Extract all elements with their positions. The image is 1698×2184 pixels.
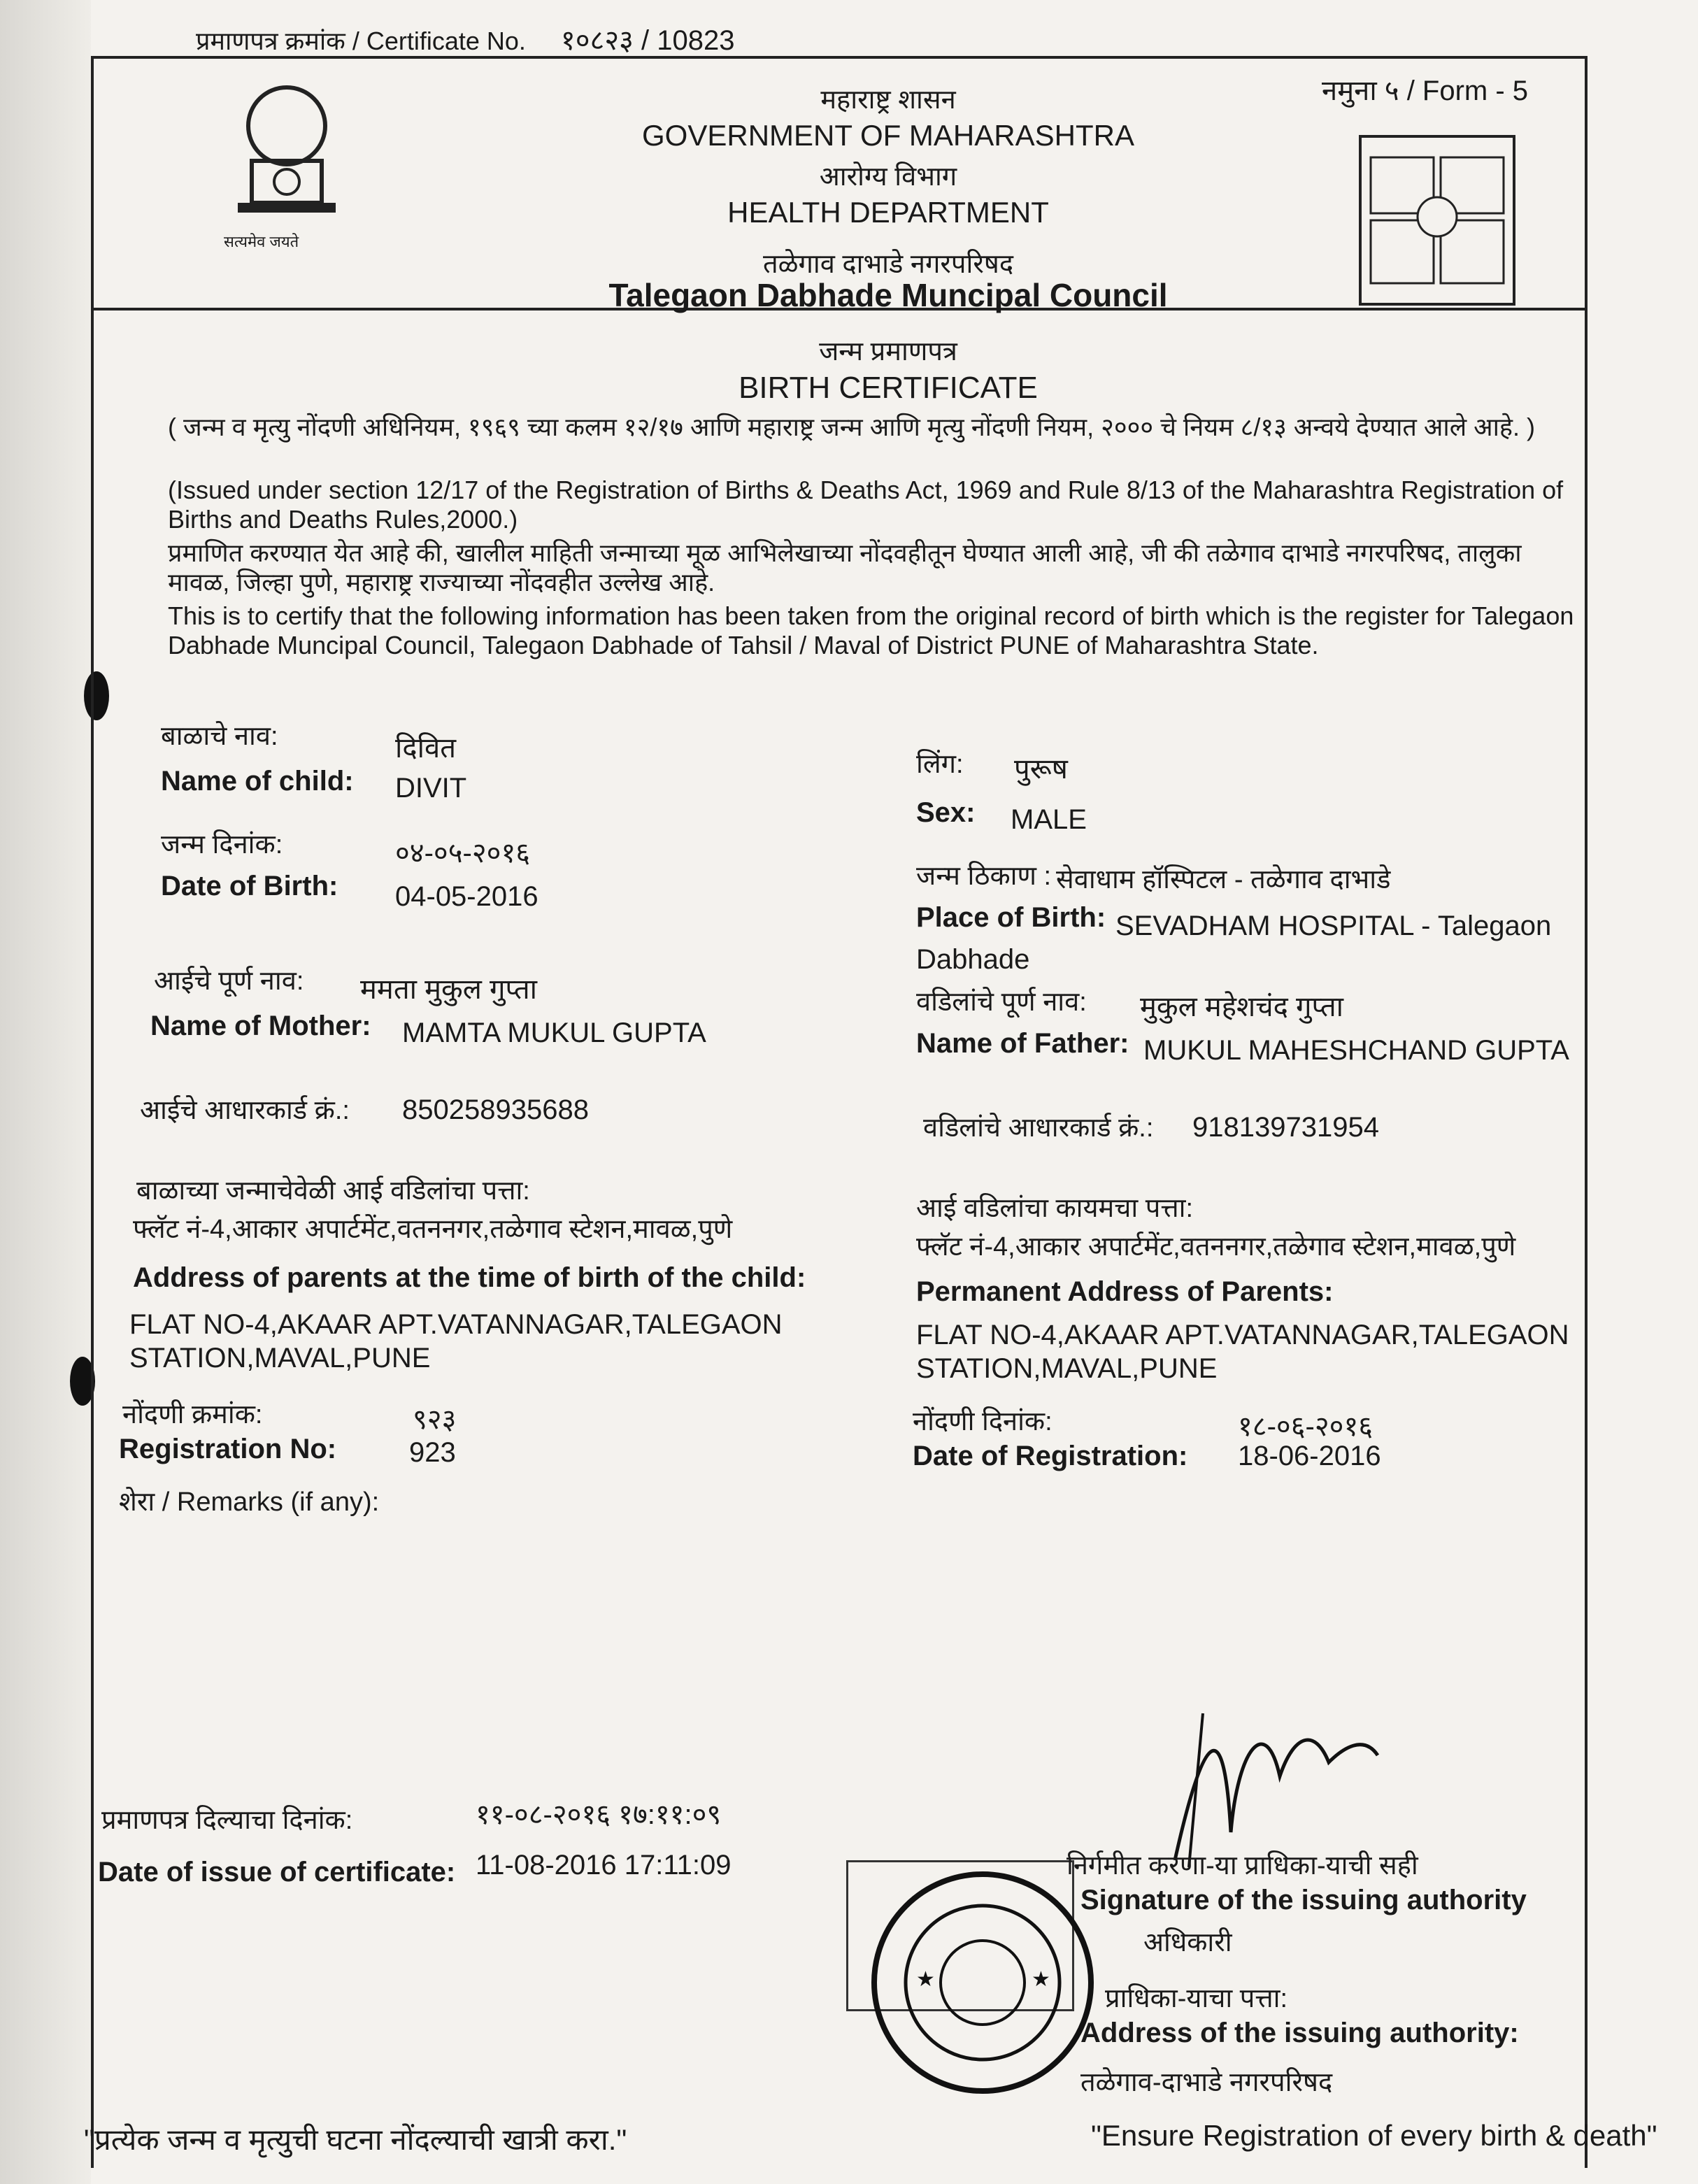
mother-mr: ममता मुकुल गुप्ता (360, 974, 537, 1005)
mother: MAMTA MUKUL GUPTA (402, 1018, 706, 1048)
form-number: नमुना ५ / Form - 5 (1322, 76, 1529, 106)
certify-mr: प्रमाणित करण्यात येत आहे की, खालील माहिती जन्माच्या मूळ आभिलेखाच्या नोंदवहीतून घेण्यात आली आहे, जी की तळेगाव दाभाडे नगरपरिषद, तालुका मावळ, जिल्हा पुणे, महाराष्ट्र राज्याच्या नोंदवहीत उल्लेख आहे. (168, 538, 1522, 597)
addr-birth: FLAT NO-4,AKAAR APT.VATANNAGAR,TALEGAON STATION,MAVAL,PUNE (129, 1309, 783, 1373)
council-en: Talegaon Dabhade Muncipal Council (608, 277, 1168, 313)
certify-en: This is to certify that the following information has been taken from the original record of birth which is the register for Talegaon Dabhade Muncipal Council, Talegaon Dabhade of Tahsil / Maval of District PUNE of Maharashtra State. (168, 601, 1574, 659)
reg-no: 923 (409, 1437, 456, 1468)
father-aadhar-label: वडिलांचे आधारकार्ड क्रं.: (923, 1113, 1154, 1143)
child-name-mr-label: बाळाचे नाव: (161, 722, 278, 751)
father: MUKUL MAHESHCHAND GUPTA (1143, 1035, 1569, 1066)
dob-mr-label: जन्म दिनांक: (161, 830, 283, 859)
dept-mr: आरोग्य विभाग (819, 162, 957, 192)
footer-right: "Ensure Registration of every birth & death" (1091, 2119, 1657, 2152)
father-label: Name of Father: (916, 1028, 1129, 1059)
dob-mr: ०४-०५-२०१६ (395, 838, 531, 869)
child-name-label: Name of child: (161, 766, 354, 797)
emblem-motto: सत्यमेव जयते (224, 233, 299, 250)
sig-mr: निर्गमीत करणा-या प्राधिका-याची सही (1066, 1851, 1418, 1880)
reg-no-label: Registration No: (119, 1434, 337, 1464)
addr-birth-mr: फ्लॅट नं-4,आकार अपार्टमेंट,वतननगर,तळेगाव स्टेशन,मावळ,पुणे (133, 1215, 733, 1244)
addr-en-label: Address of the issuing authority: (1080, 2018, 1519, 2048)
issue-date-mr: ११-०८-२०१६ १७:११:०९ (476, 1799, 722, 1830)
sex: MALE (1011, 804, 1087, 835)
council-mr: तळेगाव दाभाडे नगरपरिषद (762, 250, 1014, 279)
reg-date-label: Date of Registration: (913, 1441, 1188, 1471)
mother-aadhar: 850258935688 (402, 1094, 589, 1125)
child-name: DIVIT (395, 773, 467, 804)
addr-birth-mr-label: बाळाच्या जन्माचेवेळी आई वडिलांचा पत्ता: (136, 1176, 530, 1206)
state-mr: महाराष्ट्र शासन (820, 85, 956, 115)
addr-value: तळेगाव-दाभाडे नगरपरिषद (1080, 2068, 1333, 2097)
mother-mr-label: आईचे पूर्ण नाव: (154, 966, 304, 996)
reg-date-mr-label: नोंदणी दिनांक: (913, 1407, 1053, 1436)
state-en: GOVERNMENT OF MAHARASHTRA (642, 119, 1134, 152)
father-aadhar: 918139731954 (1192, 1112, 1379, 1143)
officer-mr: अधिकारी (1143, 1928, 1232, 1957)
mother-label: Name of Mother: (150, 1011, 371, 1041)
pob-mr-label: जन्म ठिकाण : (916, 862, 1052, 891)
addr-birth-label: Address of parents at the time of birth of the child: (133, 1262, 806, 1293)
title-mr: जन्म प्रमाणपत्र (819, 337, 957, 366)
pob-label: Place of Birth: (916, 902, 1106, 933)
reg-date-mr: १८-०६-२०१६ (1238, 1411, 1374, 1442)
pob-mr: सेवाधाम हॉस्पिटल - तळेगाव दाभाडे (1056, 865, 1391, 894)
reg-no-mr-label: नोंदणी क्रमांक: (122, 1400, 263, 1429)
official-seal-icon (867, 1867, 1098, 2098)
issue-date-mr-label: प्रमाणपत्र दिल्याचा दिनांक: (101, 1806, 353, 1835)
addr-perm-label: Permanent Address of Parents: (916, 1276, 1334, 1307)
addr-mr-label: प्राधिका-याचा पत्ता: (1105, 1984, 1288, 2013)
dept-en: HEALTH DEPARTMENT (727, 196, 1049, 229)
certificate-number: प्रमाणपत्र क्रमांक / Certificate No. १०८२३ / 10823 (196, 25, 735, 56)
dob: 04-05-2016 (395, 881, 538, 912)
issue-date: 11-08-2016 17:11:09 (476, 1850, 732, 1880)
issued-under-en: (Issued under section 12/17 of the Registration of Births & Deaths Act, 1969 and Rule 8/13 of the Maharashtra Registration of Births and Deaths Rules,2000.) (168, 476, 1564, 534)
svg-text:★: ★ (916, 1967, 935, 1992)
issue-date-label: Date of issue of certificate: (98, 1857, 456, 1887)
title-en: BIRTH CERTIFICATE (739, 371, 1038, 405)
footer-left: "प्रत्येक जन्म व मृत्युची घटना नोंदल्याची खात्री करा." (84, 2123, 627, 2156)
child-name-mr: दिवित (395, 733, 456, 764)
council-logo-icon (1357, 133, 1518, 308)
pob: SEVADHAM HOSPITAL - Talegaon Dabhade (916, 911, 1552, 975)
sex-mr-label: लिंग: (916, 750, 964, 779)
sex-label: Sex: (916, 797, 976, 828)
addr-perm: FLAT NO-4,AKAAR APT.VATANNAGAR,TALEGAON STATION,MAVAL,PUNE (916, 1320, 1569, 1384)
issued-under-mr: ( जन्म व मृत्यु नोंदणी अधिनियम, १९६९ च्या कलम १२/१७ आणि महाराष्ट्र जन्म आणि मृत्यु नोंदणी नियम, २००० चे नियम ८/१३ अन्वये देण्यात आले आहे. ) (168, 413, 1536, 441)
reg-date: 18-06-2016 (1238, 1441, 1381, 1471)
page-edge (0, 0, 91, 2184)
addr-perm-mr-label: आई वडिलांचा कायमचा पत्ता: (916, 1194, 1194, 1223)
mother-aadhar-label: आईचे आधारकार्ड क्रं.: (140, 1096, 350, 1125)
father-mr: मुकुल महेशचंद गुप्ता (1140, 992, 1343, 1022)
father-mr-label: वडिलांचे पूर्ण नाव: (916, 987, 1087, 1017)
dob-label: Date of Birth: (161, 871, 338, 901)
addr-perm-mr: फ्लॅट नं-4,आकार अपार्टमेंट,वतननगर,तळेगाव स्टेशन,मावळ,पुणे (916, 1232, 1516, 1262)
remarks-label: शेरा / Remarks (if any): (119, 1487, 380, 1517)
national-emblem-icon (210, 77, 364, 252)
sig-en: Signature of the issuing authority (1080, 1885, 1527, 1915)
sex-mr: पुरूष (1014, 754, 1068, 785)
reg-no-mr: ९२३ (413, 1404, 457, 1435)
svg-text:★: ★ (1032, 1967, 1050, 1992)
